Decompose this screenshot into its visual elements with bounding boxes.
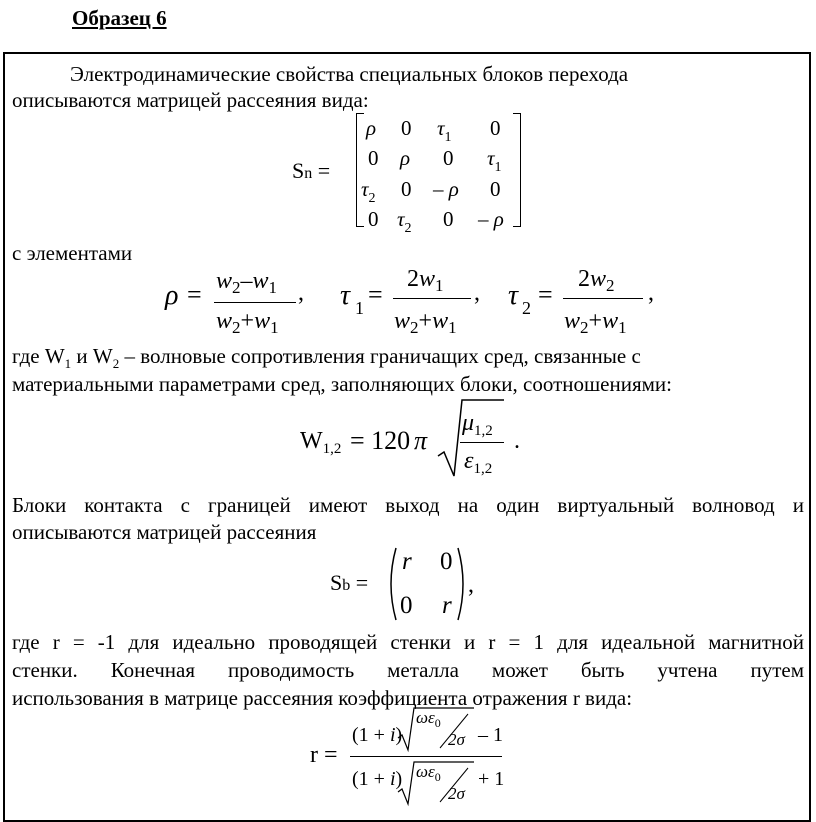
tau2-den-plus: + — [588, 308, 603, 334]
r-num-2sigma: 2σ — [448, 730, 465, 749]
sn-r1c3-sub: 1 — [444, 130, 452, 145]
rho-den-w1-sub: 1 — [270, 318, 279, 337]
where-w-text-2: и W — [71, 344, 113, 368]
rho-num-w1: w — [252, 268, 269, 294]
sn-r3c2: 0 — [401, 177, 412, 201]
intro-line-1: Электродинамические свойства специальных блоков перехода — [70, 62, 629, 86]
sn-r4c3: 0 — [443, 207, 454, 231]
tau1-fraction-bar — [393, 298, 471, 299]
sb-equals: = — [355, 570, 369, 595]
conditions-line-1: где r = -1 для идеально проводящей стенки и r = 1 для идеальной магнитной — [12, 630, 804, 654]
tau1-subscript: 1 — [355, 298, 364, 318]
sn-r3c3: – ρ — [433, 177, 459, 201]
w-dot: . — [514, 428, 520, 454]
tau1-den-w2-sub: 2 — [410, 318, 419, 337]
tau2-den-w2-sub: 2 — [580, 318, 589, 337]
sn-symbol: S — [292, 158, 305, 183]
tau2-equals: = — [538, 280, 553, 309]
rho-den-w2-sub: 2 — [232, 318, 241, 337]
sn-r4c2-sub: 2 — [404, 221, 412, 236]
w-mu-sub: 1,2 — [474, 423, 493, 439]
w-epsilon: ε — [464, 448, 474, 474]
r-lhs: r = — [310, 742, 338, 768]
tau2-subscript: 2 — [522, 298, 531, 318]
rho-den-w2: w — [216, 308, 233, 334]
sb-subscript: b — [342, 577, 351, 594]
where-w-line-2: материальными параметрами сред, заполняющих блоки, соотношениями: — [12, 372, 672, 396]
r-den-i: i — [389, 768, 396, 790]
rho-den-w1: w — [254, 308, 271, 334]
elements-label: с элементами — [12, 241, 133, 265]
r-den-open: (1 + — [352, 768, 390, 790]
contact-line-1: Блоки контакта с границей имеют выход на один виртуальный волновод и — [12, 493, 804, 517]
r-num-omega-sub: 0 — [434, 716, 441, 730]
sn-r2c2: ρ — [400, 146, 411, 170]
where-w-sub-1: 1 — [64, 356, 72, 372]
r-num-omega: ωε — [416, 708, 435, 727]
w-equals-120: = 120 — [350, 426, 411, 455]
tau2-num-2: 2 — [578, 266, 590, 292]
r-den-2sigma: 2σ — [448, 784, 465, 803]
tau2-den-w1: w — [602, 308, 619, 334]
w-mu: μ — [462, 410, 475, 436]
w-subscript: 1,2 — [322, 441, 342, 457]
sn-r3c1-sub: 2 — [368, 191, 376, 206]
tau1-num-2: 2 — [407, 266, 419, 292]
sn-r2c3: 0 — [443, 146, 454, 170]
intro-line-2: описываются матрицей рассеяния вида: — [12, 88, 369, 112]
sn-subscript: n — [304, 165, 313, 182]
contact-line-2: описываются матрицей рассеяния — [12, 520, 317, 544]
sn-r3c1: τ — [361, 177, 369, 201]
tau1-num-sub: 1 — [435, 276, 444, 295]
tau1-symbol: τ — [340, 280, 351, 311]
sn-r1c3: τ — [437, 116, 445, 140]
tau1-den-w2: w — [394, 308, 411, 334]
tau1-num-w: w — [419, 266, 436, 292]
sample-title: Образец 6 — [72, 6, 167, 30]
w-eps-sub: 1,2 — [473, 461, 493, 477]
rho-num-w2: w — [216, 268, 233, 294]
tau1-equals: = — [368, 280, 383, 309]
tau2-symbol: τ — [508, 280, 519, 311]
sn-r1c1: ρ — [366, 116, 377, 140]
where-w-text-3: – волновые сопротивления граничащих сред, связанные с — [119, 344, 641, 368]
r-den-omega-sub: 0 — [434, 770, 441, 784]
sn-r4c4: – ρ — [478, 207, 504, 231]
tau1-comma: , — [474, 280, 480, 306]
tau2-num-w: w — [590, 266, 607, 292]
r-num-tail: – 1 — [478, 724, 503, 746]
rho-fraction-bar — [214, 302, 296, 303]
sb-symbol: S — [330, 570, 343, 595]
tau2-comma: , — [648, 280, 654, 306]
r-den-close: ) — [395, 768, 403, 790]
rho-num-minus: – — [240, 268, 253, 294]
r-den-tail: + 1 — [478, 768, 505, 790]
where-w-line-1 — [12, 344, 641, 372]
where-w-text-1: где W — [12, 344, 65, 368]
rho-num-w1-sub: 1 — [268, 278, 278, 297]
sn-left-bracket — [356, 113, 364, 227]
sb-parentheses — [384, 546, 474, 622]
tau2-den-w2: w — [564, 308, 581, 334]
sb-a11: r — [402, 548, 412, 575]
sb-a21: 0 — [400, 592, 413, 619]
sn-equals: = — [317, 158, 331, 183]
r-fraction-bar — [350, 756, 502, 757]
sn-r3c4: 0 — [490, 177, 501, 201]
conditions-line-3: использования в матрице рассеяния коэффициента отражения r вида: — [12, 686, 633, 710]
rho-equals: = — [187, 280, 202, 309]
tau2-fraction-bar — [563, 298, 643, 299]
tau1-den-w1-sub: 1 — [448, 318, 457, 337]
sn-r2c1: 0 — [368, 146, 379, 170]
sn-r1c2: 0 — [401, 116, 412, 140]
sn-r2c4-sub: 1 — [494, 160, 502, 175]
r-den-omega: ωε — [416, 762, 435, 781]
sn-r1c4: 0 — [490, 116, 501, 140]
rho-den-plus: + — [240, 308, 255, 334]
w-symbol: W — [300, 428, 323, 454]
w-pi: π — [414, 426, 428, 455]
sn-r2c4: τ — [487, 146, 495, 170]
sn-right-bracket — [513, 113, 521, 227]
r-num-i: i — [389, 724, 396, 746]
r-num-open: (1 + — [352, 724, 390, 746]
tau2-den-w1-sub: 1 — [618, 318, 627, 337]
sb-a12: 0 — [440, 548, 453, 575]
rho-num-w2-sub: 2 — [232, 278, 241, 297]
rho-symbol: ρ — [165, 280, 179, 311]
conditions-line-2: стенки. Конечная проводимость металла может быть учтена путем — [12, 658, 804, 682]
rho-comma: , — [298, 280, 304, 306]
tau1-den-plus: + — [418, 308, 433, 334]
tau2-num-sub: 2 — [606, 276, 615, 295]
w-fraction-bar — [460, 442, 504, 443]
r-num-close: ) — [395, 724, 403, 746]
sn-r4c2: τ — [397, 207, 405, 231]
sb-comma: , — [468, 572, 474, 598]
tau1-den-w1: w — [432, 308, 449, 334]
sb-a22: r — [442, 592, 452, 619]
sn-r4c1: 0 — [368, 207, 379, 231]
where-w-sub-2: 2 — [112, 356, 120, 372]
